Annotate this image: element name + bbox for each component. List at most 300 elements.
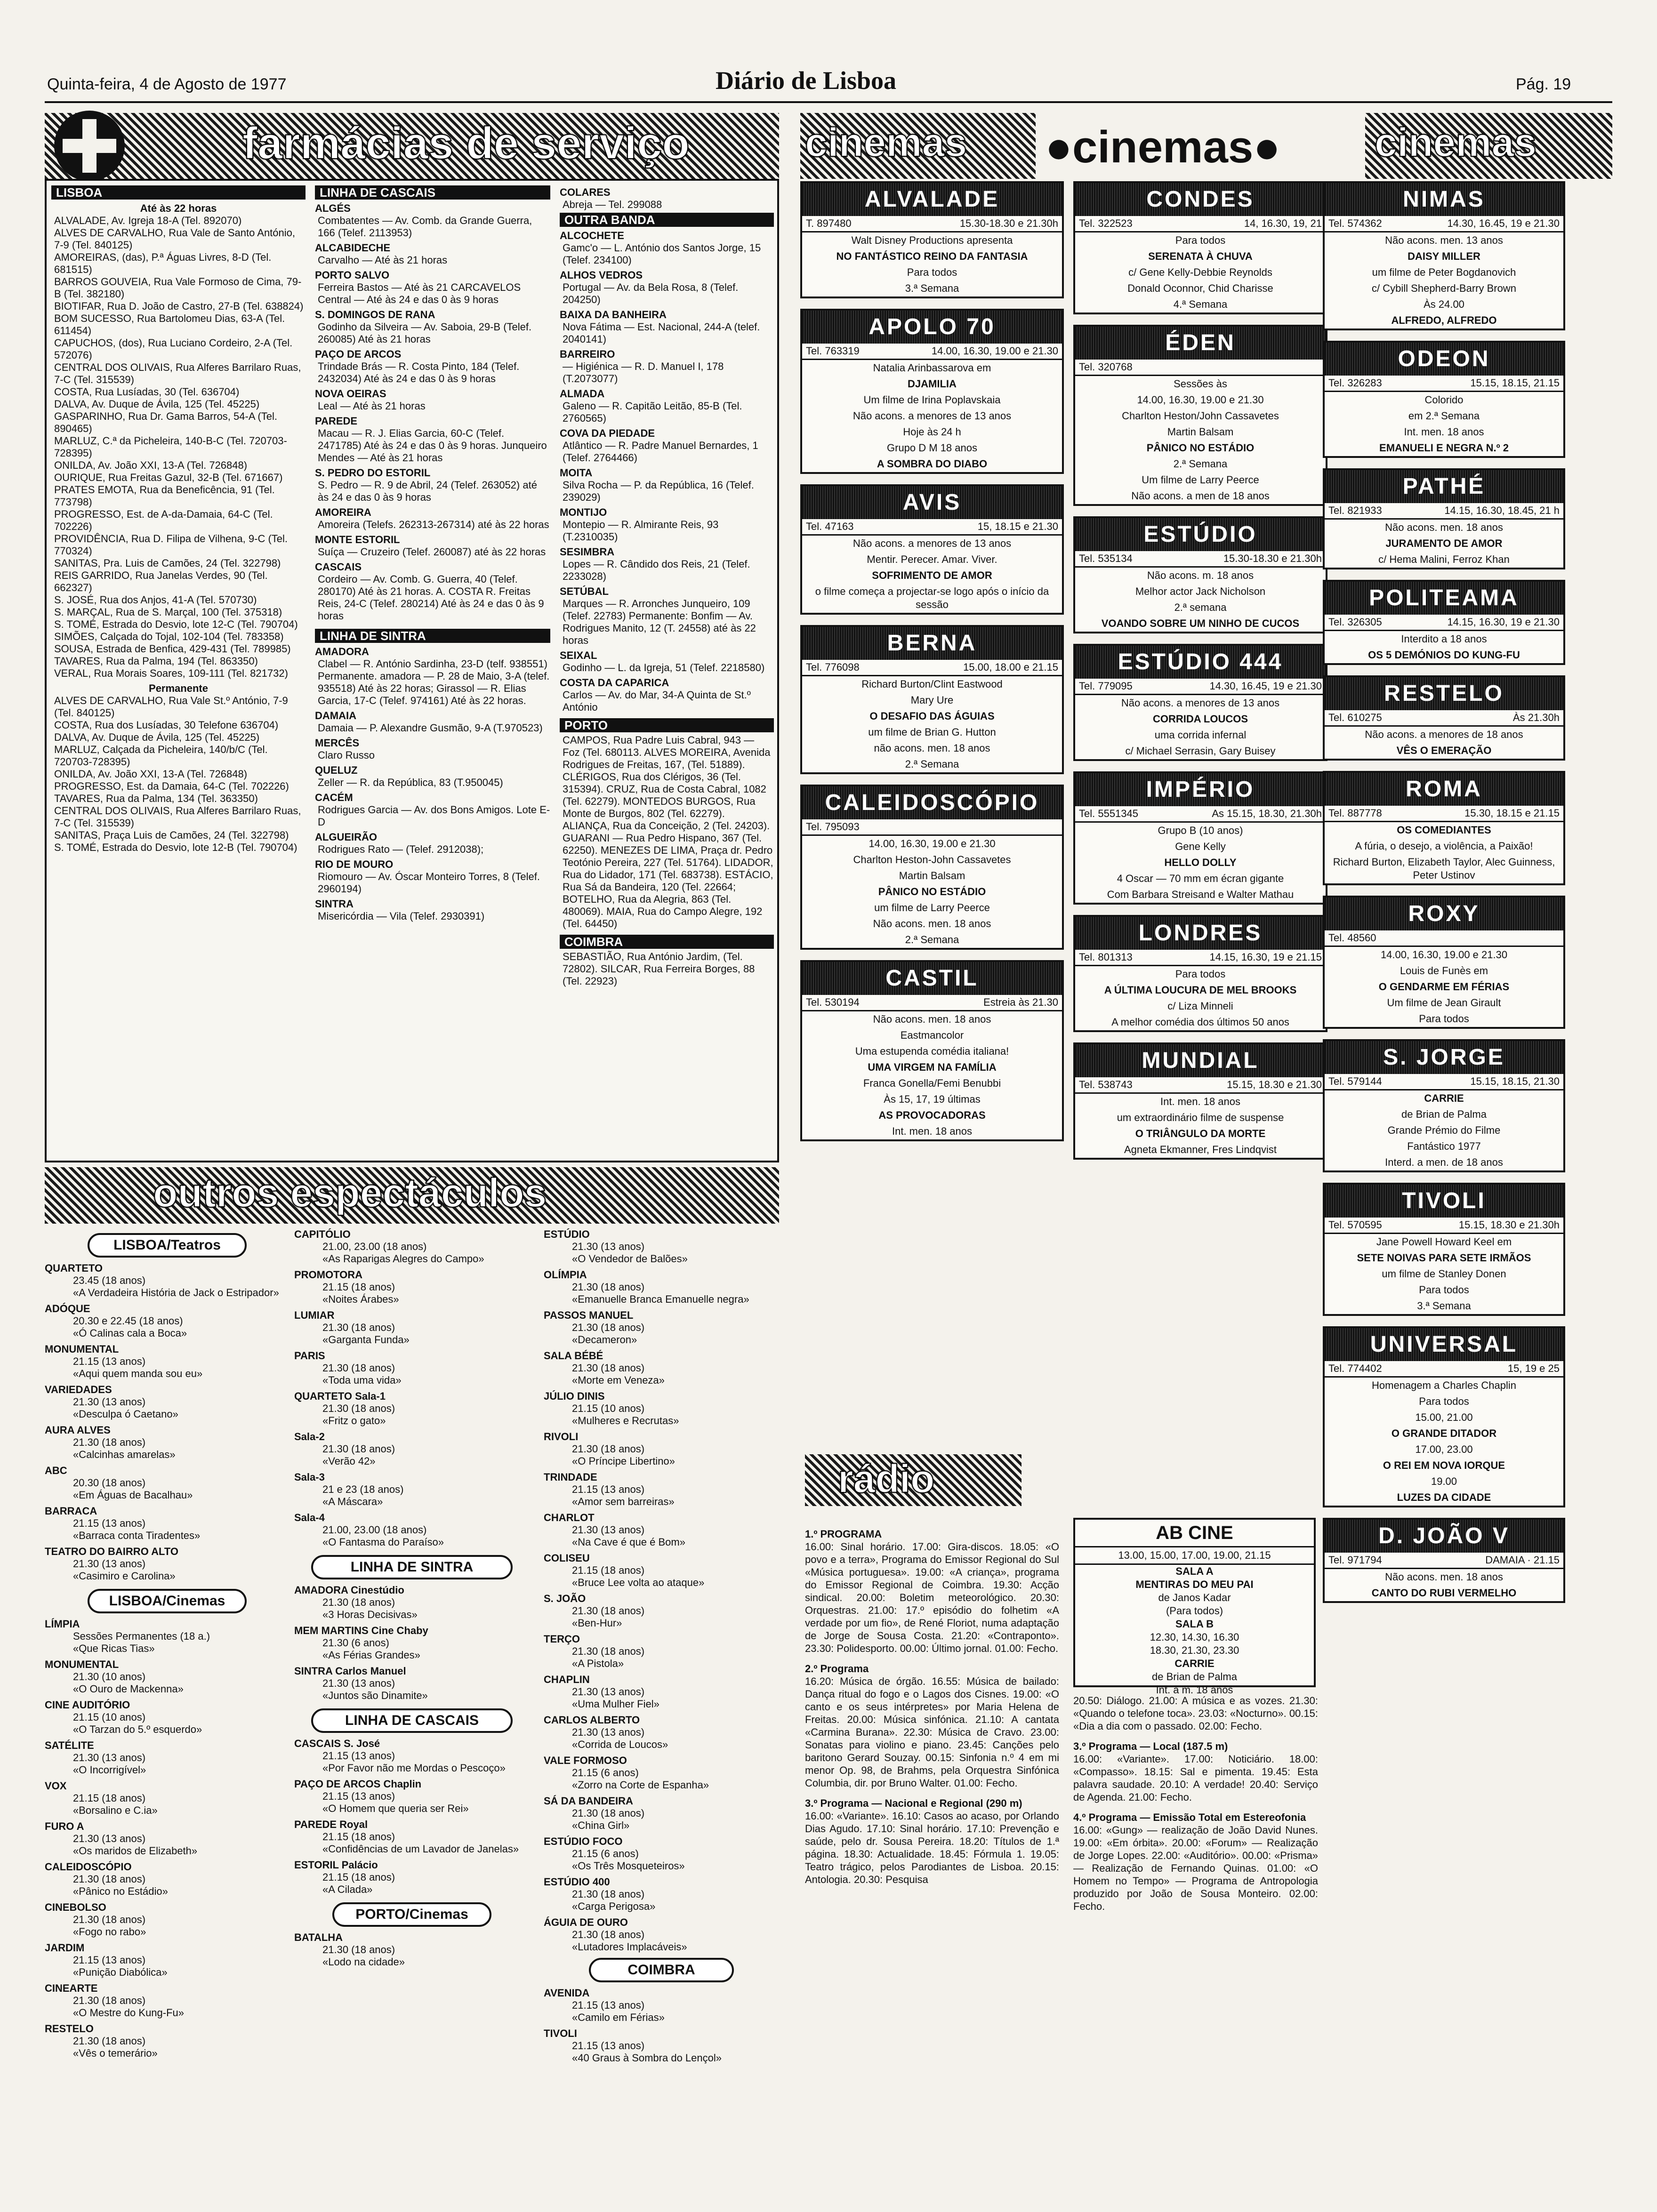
- cinemas-column-2: [1073, 181, 1327, 1386]
- cinema-tel: Tel. 535134: [1079, 553, 1133, 564]
- cinema-line: Mentir. Perecer. Amar. Viver.: [867, 553, 997, 565]
- cinema-line: OS 5 DEMÓNIOS DO KUNG-FU: [1368, 649, 1520, 661]
- show-time: 21.30 (18 anos): [322, 1944, 395, 1956]
- cinema-line: 14.00, 16.30, 19.00 e 21.30: [1137, 394, 1264, 406]
- cinema-line: Int. men. 18 anos: [1404, 426, 1484, 438]
- radio-program-3-text: 16.00: «Variante». 17.00: Noticiário. 18.00: «Compasso». 18.15: Sal e pimenta. 19.45: Esta palavra saudade. 20.10: A verdade! 20.40: Serviço de Agenda. 21.00: Fecho.: [1073, 1753, 1318, 1803]
- cinema-name: AVIS: [802, 486, 1062, 519]
- farmacia-place: CASCAIS: [315, 561, 362, 573]
- cinema-line: OS COMEDIANTES: [1397, 824, 1491, 836]
- cinema-tel-row: [1075, 679, 1326, 695]
- show-entry: [294, 1512, 530, 1548]
- show-title: «Fritz o gato»: [322, 1415, 386, 1427]
- cinema-tel: Tel. 326283: [1328, 377, 1382, 389]
- farmacia-entry: TAVARES, Rua da Palma, 194 (Tel. 863350): [54, 655, 258, 667]
- cinema-line: Sessões às: [1174, 378, 1227, 390]
- show-time: 21.15 (6 anos): [572, 1767, 639, 1779]
- cinema-times: 14.30, 16.45, 19 e 21.30: [1209, 680, 1322, 692]
- farmacias-porto-text: CAMPOS, Rua Padre Luis Cabral, 943 — Foz (Tel. 680113. ALVES MOREIRA, Avenida Rodrigues de Freitas, 167, (Tel. 51889). CLÉRIGOS, Rua dos Clérigos, 36 (Tel. 315394). CRUZ, Rua de Costa Cabral, 1082 (Tel. 62279). MONTEDOS BURGOS, Rua Monte de Burgos, 802 (Tel. 62279). ALIANÇA, Rua da Conceição, 2 (Tel. 24203). GUARANI — Rua Pedro Hispano, 367 (Tel. 62250). MENEZES DE LIMA, Praça dr. Pedro Teotónio Pereira, 227 (Tel. 51764). LIDADOR, Rua do Lidador, 171 (Tel. 683738). ESTÁCIO, Rua Sá da Bandeira, 120 (Tel. 22664; BOTELHO, Rua da Alegria, 863 (Tel. 480069). MAIA, Rua do Campo Alegre, 192 (Tel. 64450): [563, 734, 773, 930]
- show-entry: [45, 1262, 290, 1299]
- show-title: «A Pistola»: [572, 1658, 624, 1669]
- farmacia-entry: ALVALADE, Av. Igreja 18-A (Tel. 892070): [54, 215, 242, 226]
- cinema-line: Franca Gonella/Femi Benubbi: [863, 1077, 1001, 1089]
- cinema-line: A SOMBRA DO DIABO: [877, 458, 988, 470]
- farmacia-entry: Silva Rocha — P. da República, 16 (Telef. 239029): [563, 479, 754, 503]
- show-time: 21.00, 23.00 (18 anos): [322, 1524, 427, 1536]
- show-time: 21.30 (13 anos): [572, 1241, 645, 1252]
- farmacia-entry: Montepio — R. Almirante Reis, 93 (T.2310035): [563, 519, 719, 543]
- show-entry: [544, 1228, 779, 1265]
- show-venue: CINEBOLSO: [45, 1901, 106, 1913]
- cinema-tel-row: [1325, 376, 1563, 392]
- cinema-line: 2.ª Semana: [1173, 458, 1228, 470]
- show-entry: [45, 2023, 290, 2060]
- cinema-line: Martin Balsam: [1167, 426, 1234, 438]
- farmacia-permanente-entry: SANITAS, Praça Luis de Camões, 24 (Tel. 322798): [54, 829, 289, 841]
- cinema-line: Não acons. m. 18 anos: [1147, 569, 1254, 581]
- farmacias-lisboa-column: [51, 184, 306, 1158]
- farmacia-entry: Nova Fátima — Est. Nacional, 244-A (telef. 2040141): [563, 321, 760, 345]
- show-title: «O Mestre do Kung-Fu»: [73, 2007, 185, 2019]
- cinema-line: um extraordinário filme de suspense: [1117, 1112, 1284, 1123]
- cinema-line: A ÚLTIMA LOUCURA DE MEL BROOKS: [1104, 984, 1297, 996]
- cinema-line: um filme de Larry Peerce: [874, 902, 990, 914]
- cinema-tel: Tel. 530194: [806, 996, 860, 1008]
- radio-program-4-text: 16.00: «Gung» — realização de João David Nunes. 19.00: «Em órbita». 20.00: «Forum» — Realização de Jorge Lopes. 22.00: «Auditório». 00.00: «Prisma» — Realização de Fernando Quinas. 01.00: «O Homem no Tempo» — Programa de Antropologia produzido por João de Sousa Monteiro. 02.00: Fecho.: [1073, 1824, 1318, 1912]
- cinema-tel: Tel. 774402: [1328, 1362, 1382, 1374]
- farmacia-permanente-entry: TAVARES, Rua da Palma, 134 (Tel. 363350): [54, 793, 258, 804]
- farmacia-entry: Godinho — L. da Igreja, 51 (Telef. 2218580): [563, 662, 765, 673]
- cinema-times: 14.15, 16.30, 18.45, 21 h: [1444, 505, 1560, 516]
- cinema-line: 2.ª Semana: [905, 934, 959, 946]
- show-venue: COLISEU: [544, 1552, 590, 1564]
- show-venue: CHARLOT: [544, 1512, 595, 1523]
- farmacia-entry: Lopes — R. Cândido dos Reis, 21 (Telef. 2233028): [563, 558, 750, 582]
- show-title: «Amor sem barreiras»: [572, 1496, 675, 1507]
- show-entry: [544, 1916, 779, 1953]
- show-time: 21.15 (13 anos): [572, 2040, 645, 2052]
- show-entry: [544, 1593, 779, 1629]
- outros-lisboa-teatros-label: LISBOA/Teatros: [88, 1233, 247, 1258]
- show-title: «40 Graus à Sombra do Lençol»: [572, 2052, 722, 2064]
- cinema-listing: [1323, 896, 1565, 1029]
- show-time: 21.15 (18 anos): [322, 1281, 395, 1293]
- show-venue: PAÇO DE ARCOS Chaplin: [294, 1778, 422, 1790]
- show-venue: OLÍMPIA: [544, 1269, 587, 1281]
- farmacias-cascais-sintra-column: [315, 184, 550, 1158]
- farmacia-entry: CENTRAL DOS OLIVAIS, Rua Alferes Barrilaro Ruas, 7-C (Tel. 315539): [54, 361, 301, 385]
- cinema-line: Eastmancolor: [900, 1029, 964, 1041]
- show-venue: TRINDADE: [544, 1471, 597, 1483]
- farmacia-entry: PROGRESSO, Est. de A-da-Damaia, 64-C (Tel. 702226): [54, 508, 273, 532]
- show-time: 21.30 (18 anos): [322, 1322, 395, 1333]
- cinema-times: 15.15, 18.15, 21.15: [1470, 377, 1560, 389]
- farmacia-place: ALMADA: [560, 388, 605, 400]
- show-venue: AMADORA Cinestúdio: [294, 1584, 404, 1596]
- show-venue: VALE FORMOSO: [544, 1755, 627, 1766]
- show-venue: CAPITÓLIO: [294, 1228, 351, 1240]
- cinema-line: Interdito a 18 anos: [1401, 633, 1487, 645]
- show-entry: [45, 1659, 290, 1695]
- show-entry: [45, 1465, 290, 1501]
- cinema-abcine-line: 18.30, 21.30, 23.30: [1150, 1644, 1239, 1656]
- show-entry: [45, 1739, 290, 1776]
- show-time: 21.30 (18 anos): [572, 1929, 645, 1940]
- show-entry: [544, 1390, 779, 1427]
- radio-program-3-title: 3.º Programa — Local (187.5 m): [1073, 1740, 1228, 1752]
- radio-column-1: [805, 1520, 1059, 2203]
- cinema-line: VÊS O EMERAÇÃO: [1396, 745, 1492, 756]
- show-time: 21.30 (13 anos): [73, 1752, 146, 1763]
- outros-column-3: [544, 1228, 779, 2203]
- cinema-name: BERNA: [802, 627, 1062, 660]
- farmacia-place: CACÉM: [315, 792, 353, 803]
- farmacia-entry: BIOTIFAR, Rua D. João de Castro, 27-B (Tel. 638824): [54, 300, 304, 312]
- cinema-line: SERENATA À CHUVA: [1148, 250, 1253, 262]
- cinema-line: SOFRIMENTO DE AMOR: [872, 569, 992, 581]
- farmacias-lisboa-hours: Até às 22 horas: [140, 202, 217, 214]
- farmacia-entry: Atlântico — R. Padre Manuel Bernardes, 1 (Telef. 2764466): [563, 440, 758, 464]
- show-venue: PASSOS MANUEL: [544, 1309, 634, 1321]
- show-entry: [294, 1584, 530, 1621]
- cinema-line: Martin Balsam: [899, 870, 965, 882]
- show-title: «Os Três Mosqueteiros»: [572, 1860, 685, 1872]
- farmacia-permanente-entry: MARLUZ, Calçada da Picheleira, 140/b/C (Tel. 720703-728395): [54, 744, 268, 768]
- farmacia-place: SINTRA: [315, 898, 354, 910]
- show-time: Sessões Permanentes (18 a.): [73, 1630, 210, 1642]
- cinema-line: Não acons. a menores de 18 anos: [1365, 729, 1523, 740]
- farmacia-place: MONTE ESTORIL: [315, 534, 400, 545]
- cinema-abcine-name: AB CINE: [1075, 1520, 1314, 1547]
- show-title: «Aqui quem manda sou eu»: [73, 1368, 203, 1379]
- cinema-tel: Tel. 763319: [806, 345, 860, 357]
- farmacia-entry: Damaia — P. Alexandre Gusmão, 9-A (T.970523): [318, 722, 543, 734]
- cinema-listing: [1323, 675, 1565, 761]
- cinema-line: UMA VIRGEM NA FAMÍLIA: [868, 1061, 997, 1073]
- show-venue: TERÇO: [544, 1633, 580, 1645]
- farmacia-place: QUELUZ: [315, 764, 358, 776]
- cinema-line: Para todos: [1175, 234, 1226, 246]
- show-time: 21.15 (18 anos): [572, 1564, 645, 1576]
- show-title: «O Fantasma do Paraíso»: [322, 1536, 444, 1548]
- show-time: 21.15 (13 anos): [322, 1750, 395, 1762]
- farmacias-sintra-heading: LINHA DE SINTRA: [315, 629, 550, 643]
- show-venue: AVENIDA: [544, 1987, 590, 1999]
- radio-program-3n-title: 3.º Programa — Nacional e Regional (290 m): [805, 1797, 1022, 1809]
- farmacia-entry: Clabel — R. António Sardinha, 23-D (telf. 938551) Permanente. amadora — P. 28 de Maio, 3-A (telef. 935518) Até às 22 horas; Girassol — R. Elias Garcia, 17-C (Telef. 974161) Até às 22 horas.: [318, 658, 550, 706]
- farmacia-entry: S. JOSÉ, Rua dos Anjos, 41-A (Tel. 570730): [54, 594, 257, 606]
- show-entry: [45, 1505, 290, 1542]
- cinema-listing: [1323, 181, 1565, 330]
- show-venue: Sala-4: [294, 1512, 325, 1523]
- show-title: «Ó Calinas cala a Boca»: [73, 1327, 187, 1339]
- farmacia-place: BARREIRO: [560, 348, 615, 360]
- cinema-line: Mary Ure: [910, 694, 954, 706]
- cinema-tel: Tel. 610275: [1328, 712, 1382, 723]
- show-venue: FURO A: [45, 1820, 84, 1832]
- farmacia-permanente-entry: DALVA, Av. Duque de Ávila, 125 (Tel. 45225): [54, 731, 260, 743]
- farmacia-place: ALHOS VEDROS: [560, 269, 643, 281]
- farmacias-banner: [45, 113, 779, 179]
- cinema-line: não acons. men. 18 anos: [874, 742, 990, 754]
- cinema-tel: Tel. 320768: [1079, 361, 1133, 373]
- farmacia-entry: CAPUCHOS, (dos), Rua Luciano Cordeiro, 2-A (Tel. 572076): [54, 337, 293, 361]
- show-entry: [294, 1431, 530, 1467]
- cinema-line: O GENDARME EM FÉRIAS: [1378, 981, 1510, 993]
- show-title: «Noites Árabes»: [322, 1293, 399, 1305]
- cinema-line: CANTO DO RUBI VERMELHO: [1371, 1587, 1517, 1599]
- cinema-name: TIVOLI: [1325, 1185, 1563, 1218]
- header-rule: [45, 101, 1612, 103]
- farmacia-entry: DALVA, Av. Duque de Ávila, 125 (Tel. 45225): [54, 398, 260, 410]
- cinema-line: Para todos: [1419, 1013, 1469, 1025]
- show-time: 21.30 (13 anos): [73, 1396, 146, 1408]
- cinema-tel-row: [1075, 551, 1326, 568]
- cinema-line: JURAMENTO DE AMOR: [1385, 537, 1503, 549]
- show-time: 21.30 (13 anos): [73, 1833, 146, 1844]
- cinema-tel-row: [802, 995, 1062, 1011]
- show-entry: [544, 1795, 779, 1832]
- farmacia-entry: PRATES EMOTA, Rua da Beneficência, 91 (Tel. 773798): [54, 484, 275, 508]
- cinema-tel-row: [802, 660, 1062, 676]
- outros-cinemas-list-2: [294, 1228, 530, 1548]
- outros-cascais-list: [294, 1738, 530, 1896]
- issue-date: Quinta-feira, 4 de Agosto de 1977: [47, 75, 287, 93]
- cinema-times: 14.15, 16.30, 19 e 21.15: [1209, 951, 1322, 963]
- show-time: 21.30 (18 anos): [322, 1362, 395, 1374]
- show-title: «Borsalino e C.ia»: [73, 1804, 158, 1816]
- farmacia-place: DAMAIA: [315, 710, 356, 721]
- show-entry: [544, 1674, 779, 1710]
- outros-porto-list-1: [294, 1931, 530, 1968]
- farmacia-entry: S. MARÇAL, Rua de S. Marçal, 100 (Tel. 375318): [54, 606, 282, 618]
- show-venue: CARLOS ALBERTO: [544, 1714, 640, 1726]
- cinema-line: Richard Burton/Clint Eastwood: [861, 678, 1003, 690]
- cinema-tel-row: [1325, 710, 1563, 727]
- cinema-line: 4.ª Semana: [1173, 298, 1228, 310]
- cinema-name: ALVALADE: [802, 183, 1062, 216]
- show-entry: [294, 1859, 530, 1896]
- cinema-line: PÂNICO NO ESTÁDIO: [878, 886, 986, 898]
- cinema-times: 15.30, 18.15 e 21.15: [1464, 807, 1560, 819]
- cinema-tel: Tel. 776098: [806, 661, 860, 673]
- show-title: «Uma Mulher Fiel»: [572, 1698, 660, 1710]
- farmacia-place: ALGUEIRÃO: [315, 831, 377, 843]
- show-venue: MONUMENTAL: [45, 1343, 119, 1355]
- show-title: «Morte em Veneza»: [572, 1374, 665, 1386]
- show-title: «Juntos são Dinamite»: [322, 1690, 428, 1701]
- farmacia-entry: Rodrigues Garcia — Av. dos Bons Amigos. Lote E-D: [318, 804, 550, 828]
- cinema-times: 14.00, 16.30, 19.00 e 21.30: [931, 345, 1058, 357]
- farmacia-entry: Macau — R. J. Elias Garcia, 60-C (Telef. 2471785) Até às 24 e das 0 às 9 horas. Junqueiro Mendes — Até às 21 horas: [318, 427, 547, 464]
- cinema-line: Charlton Heston/John Cassavetes: [1122, 410, 1279, 422]
- cinema-line: de Brian de Palma: [1401, 1108, 1487, 1120]
- cinema-abcine-line: SALA A: [1175, 1565, 1214, 1577]
- show-time: 21.30 (18 anos): [73, 1914, 146, 1925]
- farmacia-entry: Godinho da Silveira — Av. Saboia, 29-B (Telef. 260085) Até às 21 horas: [318, 321, 532, 345]
- show-time: 21.30 (18 anos): [572, 1645, 645, 1657]
- show-venue: SALA BÉBÉ: [544, 1350, 603, 1362]
- cinema-line: Colorido: [1424, 394, 1464, 406]
- cinema-line: LUZES DA CIDADE: [1397, 1491, 1491, 1503]
- cinema-listing: [1323, 1183, 1565, 1316]
- cinema-line: Int. men. 18 anos: [892, 1125, 972, 1137]
- show-title: «A Cilada»: [322, 1883, 373, 1895]
- show-entry: [294, 1390, 530, 1427]
- cinema-line: Walt Disney Productions apresenta: [851, 234, 1013, 246]
- farmacia-entry: BARROS GOUVEIA, Rua Vale Formoso de Cima, 79-B (Tel. 382180): [54, 276, 302, 300]
- show-venue: S. JOÃO: [544, 1593, 586, 1604]
- show-venue: Sala-3: [294, 1471, 325, 1483]
- cinema-tel: Tel. 801313: [1079, 951, 1133, 963]
- cinema-line: 2.ª semana: [1174, 601, 1227, 613]
- cinema-line: Jane Powell Howard Keel em: [1376, 1236, 1512, 1248]
- cinema-line: 17.00, 23.00: [1415, 1443, 1473, 1455]
- show-time: 21.30 (18 anos): [572, 1281, 645, 1293]
- cinema-name: ROMA: [1325, 773, 1563, 806]
- cinema-line: Um filme de Irina Poplavskaia: [863, 394, 1001, 406]
- show-title: «Ben-Hur»: [572, 1617, 622, 1629]
- cinema-name: PATHÉ: [1325, 470, 1563, 503]
- farmacia-entry: Combatentes — Av. Comb. da Grande Guerra, 166 (Telef. 2113953): [318, 215, 532, 239]
- farmacia-entry: BOM SUCESSO, Rua Bartolomeu Dias, 63-A (Tel. 611454): [54, 313, 285, 337]
- outros-banner-text: outros espectáculos: [153, 1170, 547, 1216]
- farmacia-entry: MARLUZ, C.ª da Picheleira, 140-B-C (Tel. 720703-728395): [54, 435, 287, 459]
- show-time: 21.30 (18 anos): [572, 1443, 645, 1455]
- show-title: «A Máscara»: [322, 1496, 383, 1507]
- show-venue: TIVOLI: [544, 2028, 577, 2039]
- show-time: 21.30 (18 anos): [73, 2035, 146, 2047]
- farmacia-entry: Claro Russo: [318, 749, 375, 761]
- cinema-line: o filme começa a projectar-se logo após o início da sessão: [815, 585, 1049, 610]
- farmacias-cascais-heading: LINHA DE CASCAIS: [315, 185, 550, 200]
- cinema-name: CALEIDOSCÓPIO: [802, 786, 1062, 819]
- farmacia-place: PORTO SALVO: [315, 269, 390, 281]
- cinema-listing: [800, 960, 1064, 1141]
- cinema-line: DJAMILIA: [908, 378, 957, 390]
- cinema-line: 15.00, 21.00: [1415, 1411, 1473, 1423]
- farmacias-cascais-list: [315, 202, 550, 622]
- show-title: «As Férias Grandes»: [322, 1649, 420, 1661]
- show-title: «O Tarzan do 5.º esquerdo»: [73, 1723, 202, 1735]
- farmacia-entry: REIS GARRIDO, Rua Janelas Verdes, 90 (Tel. 662327): [54, 569, 268, 593]
- cinema-listing: [1323, 341, 1565, 458]
- farmacia-entry: Leal — Até às 21 horas: [318, 400, 426, 412]
- show-venue: JÚLIO DINIS: [544, 1390, 605, 1402]
- cinema-line: NO FANTÁSTICO REINO DA FANTASIA: [836, 250, 1028, 262]
- show-entry: [544, 1471, 779, 1508]
- cinema-line: Grande Prémio do Filme: [1387, 1124, 1501, 1136]
- cinema-line: Natalia Arinbassarova em: [873, 362, 991, 374]
- show-venue: VOX: [45, 1780, 67, 1792]
- show-venue: Sala-2: [294, 1431, 325, 1443]
- farmacias-coimbra-text: SEBASTIÃO, Rua António Jardim, (Tel. 72802). SILCAR, Rua Ferreira Borges, 88 (Tel. 22923): [563, 951, 755, 987]
- cinema-line: 14.00, 16.30, 19.00 e 21.30: [1380, 949, 1508, 961]
- show-title: «Corrida de Loucos»: [572, 1739, 668, 1750]
- show-title: «Os maridos de Elizabeth»: [73, 1845, 198, 1857]
- cinema-tel: Tel. 887778: [1328, 807, 1382, 819]
- cinema-listing: [1073, 915, 1327, 1032]
- show-entry: [544, 1269, 779, 1306]
- farmacia-place: MOITA: [560, 467, 593, 479]
- radio-program-1-title: 1.º PROGRAMA: [805, 1528, 882, 1540]
- cinema-listing: [800, 484, 1064, 615]
- cinema-line: c/ Michael Serrasin, Gary Buisey: [1125, 745, 1276, 757]
- farmacias-banner-text: farmácias de serviço: [242, 118, 690, 168]
- cinema-line: 14.00, 16.30, 19.00 e 21.30: [869, 838, 996, 850]
- outros-sintra-list: [294, 1584, 530, 1702]
- cinema-line: AS PROVOCADORAS: [878, 1109, 986, 1121]
- show-venue: LÍMPIA: [45, 1618, 80, 1630]
- show-title: «Pânico no Estádio»: [73, 1885, 168, 1897]
- cinema-tel-row: [1325, 806, 1563, 822]
- cinema-tel: Tel. 570595: [1328, 1219, 1382, 1231]
- cinema-name: CONDES: [1075, 183, 1326, 216]
- farmacia-place: AMADORA: [315, 646, 369, 657]
- farmacia-entry: S. Pedro — R. 9 de Abril, 24 (Telef. 263052) até às 24 e das 0 às 9 horas: [318, 479, 537, 503]
- show-title: «Em Águas de Bacalhau»: [73, 1489, 193, 1501]
- cinema-line: DAISY MILLER: [1408, 250, 1480, 262]
- show-title: «Bruce Lee volta ao ataque»: [572, 1577, 705, 1588]
- cinema-line: Não acons. men. 13 anos: [1385, 234, 1503, 246]
- show-title: «Camilo em Férias»: [572, 2012, 665, 2023]
- show-time: 21.30 (13 anos): [572, 1686, 645, 1698]
- cinema-line: Para todos: [1419, 1284, 1469, 1296]
- show-time: 21.30 (18 anos): [322, 1403, 395, 1414]
- cinema-tel-row: [1325, 1553, 1563, 1569]
- cinema-line: A fúria, o desejo, a violência, a Paixão!: [1355, 840, 1533, 852]
- cinema-listing: [1323, 771, 1565, 885]
- cinema-line: Gene Kelly: [1175, 841, 1226, 852]
- cinema-line: um filme de Stanley Donen: [1382, 1268, 1506, 1280]
- cinema-listing: [1073, 181, 1327, 314]
- show-time: 21.15 (10 anos): [572, 1403, 645, 1414]
- show-venue: PARIS: [294, 1350, 325, 1362]
- show-title: «Fogo no rabo»: [73, 1926, 146, 1938]
- show-time: 21.30 (18 anos): [572, 1322, 645, 1333]
- show-time: 21.15 (13 anos): [322, 1790, 395, 1802]
- cinema-abcine-line: 12.30, 14.30, 16.30: [1150, 1631, 1239, 1643]
- cinema-name: UNIVERSAL: [1325, 1328, 1563, 1361]
- show-venue: RIVOLI: [544, 1431, 579, 1443]
- cinema-times: 14.15, 16.30, 19 e 21.30: [1447, 616, 1560, 628]
- cinema-tel-row: [1325, 930, 1563, 947]
- show-title: «Lodo na cidade»: [322, 1956, 405, 1968]
- cinema-line: Não acons. a menores de 13 anos: [853, 410, 1012, 422]
- show-title: «O Homem que queria ser Rei»: [322, 1803, 469, 1814]
- cinema-name: LONDRES: [1075, 917, 1326, 950]
- farmacia-place: NOVA OEIRAS: [315, 388, 386, 400]
- cinema-listing: [1323, 1326, 1565, 1507]
- farmacia-permanente-entry: COSTA, Rua dos Lusíadas, 30 Telefone 636704): [54, 719, 279, 731]
- farmacias-coimbra-heading: COIMBRA: [560, 935, 774, 949]
- outros-coimbra-list: [544, 1987, 779, 2064]
- show-time: 21.30 (13 anos): [572, 1726, 645, 1738]
- farmacia-entry: Cordeiro — Av. Comb. G. Guerra, 40 (Telef. 280170) Até às 21 horas. A. COSTA R. Freitas Reis, 24-C (Telef. 280214) Até às 24 e das 0 às 9 horas: [318, 573, 544, 622]
- show-title: «Vês o temerário»: [73, 2047, 158, 2059]
- farmacia-entry: Rodrigues Rato — (Telef. 2912038);: [318, 843, 484, 855]
- show-entry: [45, 1424, 290, 1461]
- show-venue: ESTÚDIO FOCO: [544, 1835, 623, 1847]
- cinema-abcine-line: de Janos Kadar: [1158, 1592, 1231, 1603]
- show-venue: AURA ALVES: [45, 1424, 111, 1436]
- cinema-tel: Tel. 574362: [1328, 217, 1382, 229]
- show-entry: [544, 1633, 779, 1670]
- show-time: 21.30 (18 anos): [73, 1436, 146, 1448]
- cinema-line: Para todos: [907, 266, 957, 278]
- show-entry: [45, 1343, 290, 1380]
- farmacia-entry: SANITAS, Pra. Luis de Camões, 24 (Tel. 322798): [54, 557, 281, 569]
